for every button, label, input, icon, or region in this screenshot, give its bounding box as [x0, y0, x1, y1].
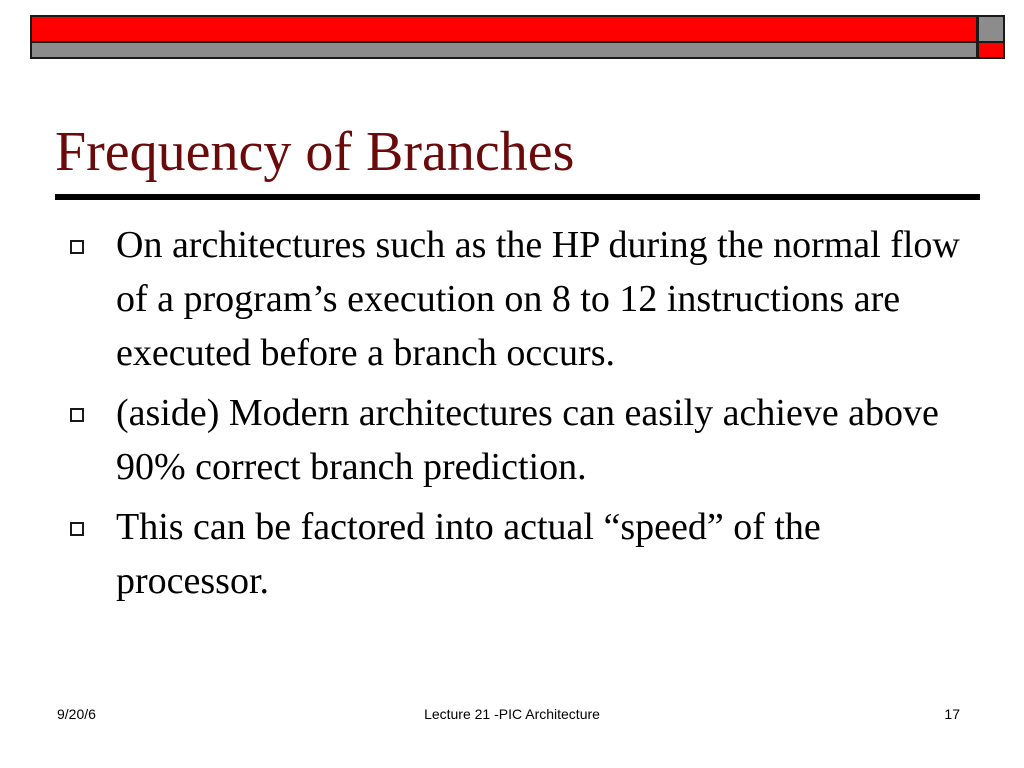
- bullet-list: [66, 218, 966, 614]
- corner-red-block: [979, 43, 1003, 57]
- corner-grey-block: [979, 17, 1003, 43]
- slide-title: Frequency of Branches: [55, 121, 575, 183]
- footer-page-number: 17: [944, 706, 960, 722]
- bullet-item: [66, 386, 966, 494]
- bullet-text: (aside) Modern architectures can easily achieve above 90% correct branch prediction.: [116, 392, 939, 488]
- header-red-strip: [32, 17, 976, 43]
- footer-lecture-title: Lecture 21 -PIC Architecture: [424, 706, 600, 722]
- hollow-square-bullet-icon: [70, 522, 84, 536]
- bullet-text: This can be factored into actual “speed” of the processor.: [116, 506, 821, 602]
- header-grey-strip: [32, 43, 976, 57]
- bullet-text: On architectures such as the HP during the normal flow of a program’s execution on 8 to 12 instructions are executed before a branch occurs.: [116, 224, 960, 374]
- hollow-square-bullet-icon: [70, 408, 84, 422]
- title-underline-rule: [55, 194, 980, 200]
- header-corner-box: [977, 15, 1005, 59]
- header-decoration-band: [30, 15, 978, 59]
- bullet-item: [66, 500, 966, 608]
- bullet-item: [66, 218, 966, 380]
- hollow-square-bullet-icon: [70, 240, 84, 254]
- footer-date: 9/20/6: [57, 706, 96, 722]
